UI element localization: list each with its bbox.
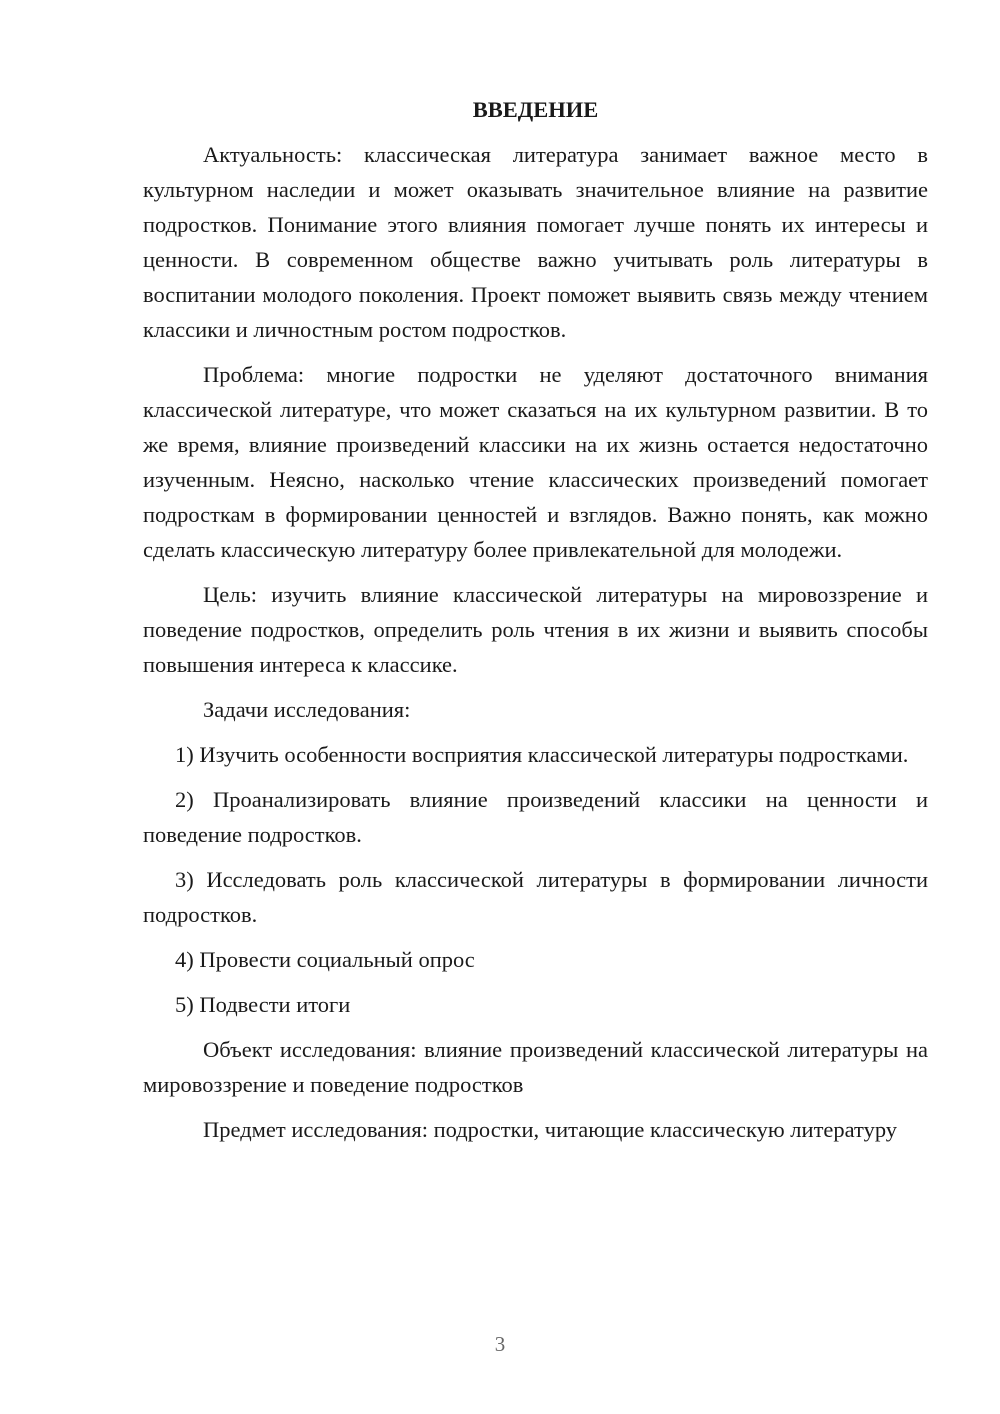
paragraph-problem: Проблема: многие подростки не уделяют достаточного внимания классической литературе, что может сказаться на их культурном развитии. В то же время, влияние произведений классики на их жизнь остается недостаточно изученным. Неясно, насколько чтение классических произведений помогает подросткам в формировании ценностей и взглядов. Важно понять, как можно сделать классическую литературу более привлекательной для молодежи. — [143, 362, 928, 562]
paragraph-relevance: Актуальность: классическая литература занимает важное место в культурном наследии и может оказывать значительное влияние на развитие подростков. Понимание этого влияния помогает лучше понять их интересы и ценности. В современном обществе важно учитывать роль литературы в воспитании молодого поколения. Проект поможет выявить связь между чтением классики и личностным ростом подростков. — [143, 142, 928, 342]
document-page — [143, 95, 928, 1157]
task-item-4: 4) Провести социальный опрос — [175, 947, 475, 972]
task-item-5: 5) Подвести итоги — [175, 992, 351, 1017]
paragraph-object: Объект исследования: влияние произведений классической литературы на мировоззрение и поведение подростков — [143, 1037, 928, 1097]
task-item-3: 3) Исследовать роль классической литературы в формировании личности подростков. — [143, 867, 928, 927]
page-number: 3 — [494, 1332, 506, 1356]
paragraph-goal: Цель: изучить влияние классической литературы на мировоззрение и поведение подростков, определить роль чтения в их жизни и выявить способы повышения интереса к классике. — [143, 582, 928, 677]
task-item-1: 1) Изучить особенности восприятия классической литературы подростками. — [175, 742, 909, 767]
tasks-list — [143, 737, 928, 1022]
paragraph-subject: Предмет исследования: подростки, читающие классическую литературу — [203, 1117, 898, 1142]
task-item-2: 2) Проанализировать влияние произведений классики на ценности и поведение подростков. — [143, 787, 928, 847]
page-title: ВВЕДЕНИЕ — [472, 97, 599, 122]
tasks-title: Задачи исследования: — [203, 697, 411, 722]
